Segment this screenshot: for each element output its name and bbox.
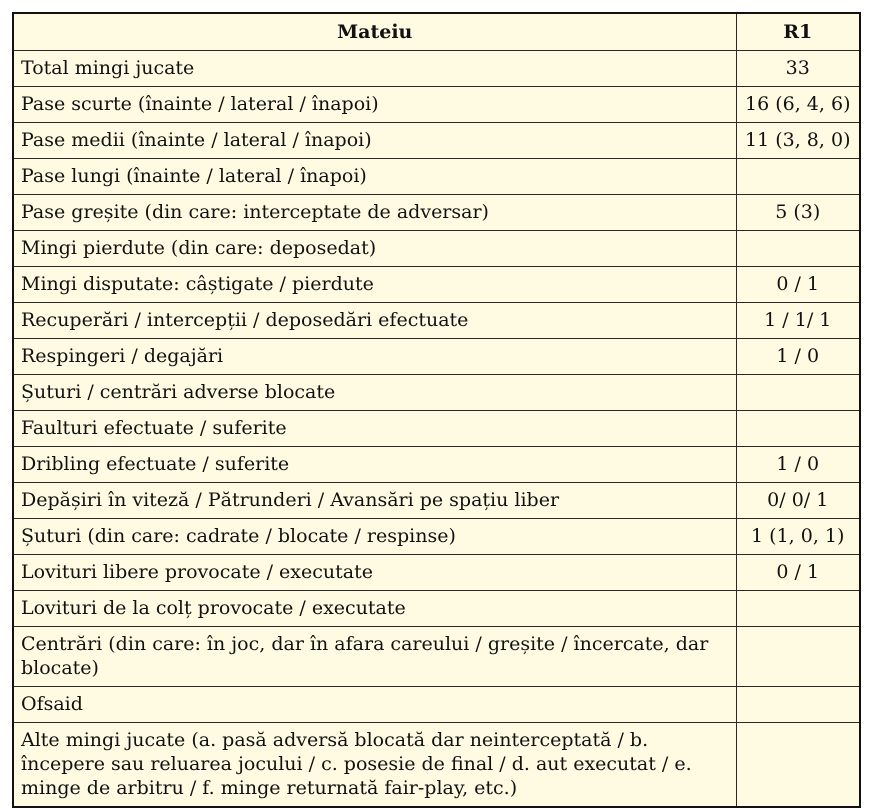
row-value <box>736 231 860 267</box>
row-value <box>736 591 860 627</box>
row-label: Respingeri / degajări <box>13 339 736 375</box>
row-label: Centrări (din care: în joc, dar în afara careului / greșite / încercate, dar blocate) <box>13 627 736 687</box>
stats-table <box>12 12 861 808</box>
row-value <box>736 627 860 687</box>
row-label: Lovituri de la colț provocate / executate <box>13 591 736 627</box>
row-value: 0 / 1 <box>736 267 860 303</box>
table-row <box>13 555 860 591</box>
row-label: Ofsaid <box>13 687 736 723</box>
table-row <box>13 339 860 375</box>
row-label: Șuturi / centrări adverse blocate <box>13 375 736 411</box>
row-value: 11 (3, 8, 0) <box>736 123 860 159</box>
row-label: Dribling efectuate / suferite <box>13 447 736 483</box>
row-label: Pase greșite (din care: interceptate de adversar) <box>13 195 736 231</box>
row-value: 1 / 0 <box>736 339 860 375</box>
row-value: 0 / 1 <box>736 555 860 591</box>
row-value: 16 (6, 4, 6) <box>736 87 860 123</box>
header-player-name: Mateiu <box>13 13 736 51</box>
table-row <box>13 231 860 267</box>
row-label: Depășiri în viteză / Pătrunderi / Avansări pe spațiu liber <box>13 483 736 519</box>
row-label: Mingi pierdute (din care: deposedat) <box>13 231 736 267</box>
row-value: 1 / 0 <box>736 447 860 483</box>
header-round: R1 <box>736 13 860 51</box>
table-row <box>13 159 860 195</box>
table-row <box>13 627 860 687</box>
table-row <box>13 519 860 555</box>
row-value: 1 (1, 0, 1) <box>736 519 860 555</box>
row-value <box>736 723 860 808</box>
row-value: 5 (3) <box>736 195 860 231</box>
row-label: Pase scurte (înainte / lateral / înapoi) <box>13 87 736 123</box>
row-label: Șuturi (din care: cadrate / blocate / respinse) <box>13 519 736 555</box>
row-value: 0/ 0/ 1 <box>736 483 860 519</box>
row-label: Total mingi jucate <box>13 51 736 87</box>
table-row <box>13 483 860 519</box>
row-label: Mingi disputate: câștigate / pierdute <box>13 267 736 303</box>
row-label: Recuperări / intercepții / deposedări efectuate <box>13 303 736 339</box>
table-row <box>13 723 860 808</box>
row-label: Pase lungi (înainte / lateral / înapoi) <box>13 159 736 195</box>
row-value <box>736 159 860 195</box>
header-row <box>13 13 860 51</box>
row-label: Lovituri libere provocate / executate <box>13 555 736 591</box>
table-row <box>13 447 860 483</box>
table-row <box>13 267 860 303</box>
row-value <box>736 411 860 447</box>
row-label: Alte mingi jucate (a. pasă adversă blocată dar neinterceptată / b. începere sau reluarea jocului / c. posesie de final / d. aut executat / e. minge de arbitru / f. minge returnată fair-play, etc.) <box>13 723 736 808</box>
table-row <box>13 195 860 231</box>
row-label: Pase medii (înainte / lateral / înapoi) <box>13 123 736 159</box>
table-row <box>13 51 860 87</box>
table-row <box>13 687 860 723</box>
row-value <box>736 375 860 411</box>
table-row <box>13 123 860 159</box>
row-label: Faulturi efectuate / suferite <box>13 411 736 447</box>
table-row <box>13 375 860 411</box>
table-row <box>13 591 860 627</box>
row-value <box>736 687 860 723</box>
row-value: 1 / 1/ 1 <box>736 303 860 339</box>
table-row <box>13 303 860 339</box>
table-row <box>13 411 860 447</box>
table-row <box>13 87 860 123</box>
row-value: 33 <box>736 51 860 87</box>
